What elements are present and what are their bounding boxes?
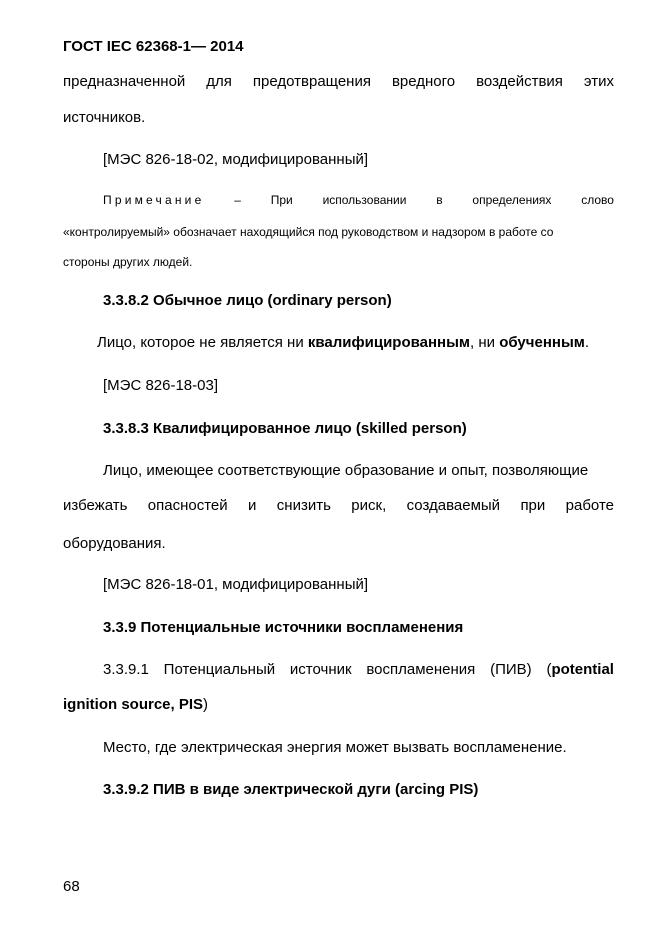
word: риск, xyxy=(351,497,387,514)
word: создаваемый xyxy=(406,497,501,514)
source-reference: [МЭС 826-18-01, модифицированный] xyxy=(103,576,369,593)
defined-term: обученным xyxy=(499,334,585,351)
word: предотвращения xyxy=(252,73,371,90)
defined-term: ignition source, PIS xyxy=(63,696,204,713)
word: предназначенной xyxy=(63,73,186,90)
section-heading: 3.3.9.2 ПИВ в виде электрической дуги (arcing PIS) xyxy=(103,781,479,798)
definition-text-part: . xyxy=(584,334,590,351)
source-reference: [МЭС 826-18-03] xyxy=(103,377,218,394)
note-line xyxy=(103,193,614,208)
word: При xyxy=(270,193,293,207)
word: использовании xyxy=(322,193,407,207)
note-line: стороны других людей. xyxy=(63,255,193,269)
word: вредного xyxy=(391,73,456,90)
word: работе xyxy=(565,497,614,514)
word: при xyxy=(520,497,546,514)
word: воспламенения xyxy=(366,661,476,678)
word: в xyxy=(436,193,443,207)
note-label: Примечание xyxy=(103,193,205,207)
paragraph-line xyxy=(63,73,614,91)
word: опасностей xyxy=(147,497,228,514)
word: и xyxy=(248,497,257,514)
section-heading: 3.3.8.2 Обычное лицо (ordinary person) xyxy=(103,292,392,309)
definition-text xyxy=(63,497,614,515)
page-number: 68 xyxy=(63,878,80,895)
note-line: «контролируемый» обозначает находящийся под руководством и надзором в работе со xyxy=(63,225,554,239)
standard-header: ГОСТ IEC 62368-1— 2014 xyxy=(63,38,244,55)
defined-term: potential xyxy=(551,661,614,678)
source-reference: [МЭС 826-18-02, модифицированный] xyxy=(103,151,369,168)
defined-term: квалифицированным xyxy=(307,334,471,351)
punctuation: ) xyxy=(203,696,209,713)
word: определениях xyxy=(472,193,552,207)
word-with-bold-term: (potential xyxy=(546,661,614,678)
word: – xyxy=(234,193,241,207)
word: снизить xyxy=(276,497,331,514)
word: источник xyxy=(289,661,352,678)
word: избежать xyxy=(63,497,128,514)
word: для xyxy=(206,73,232,90)
word: (ПИВ) xyxy=(490,661,532,678)
definition-text-part: Лицо, которое не является ни xyxy=(97,334,308,351)
word: 3.3.9.1 xyxy=(103,661,149,678)
definition-heading-line xyxy=(63,696,208,714)
word: воздействия xyxy=(476,73,563,90)
definition-text-part: , ни xyxy=(470,334,500,351)
word: этих xyxy=(583,73,614,90)
word: Потенциальный xyxy=(163,661,276,678)
paragraph-line: источников. xyxy=(63,109,146,126)
definition-text xyxy=(97,334,589,352)
definition-text: Лицо, имеющее соответствующие образование и опыт, позволяющие xyxy=(103,462,589,479)
word: слово xyxy=(581,193,614,207)
definition-heading-line xyxy=(103,661,614,679)
section-heading: 3.3.9 Потенциальные источники воспламенения xyxy=(103,619,464,636)
definition-text: Место, где электрическая энергия может вызвать воспламенение. xyxy=(103,739,567,756)
section-heading: 3.3.8.3 Квалифицированное лицо (skilled person) xyxy=(103,420,467,437)
definition-text: оборудования. xyxy=(63,535,166,552)
